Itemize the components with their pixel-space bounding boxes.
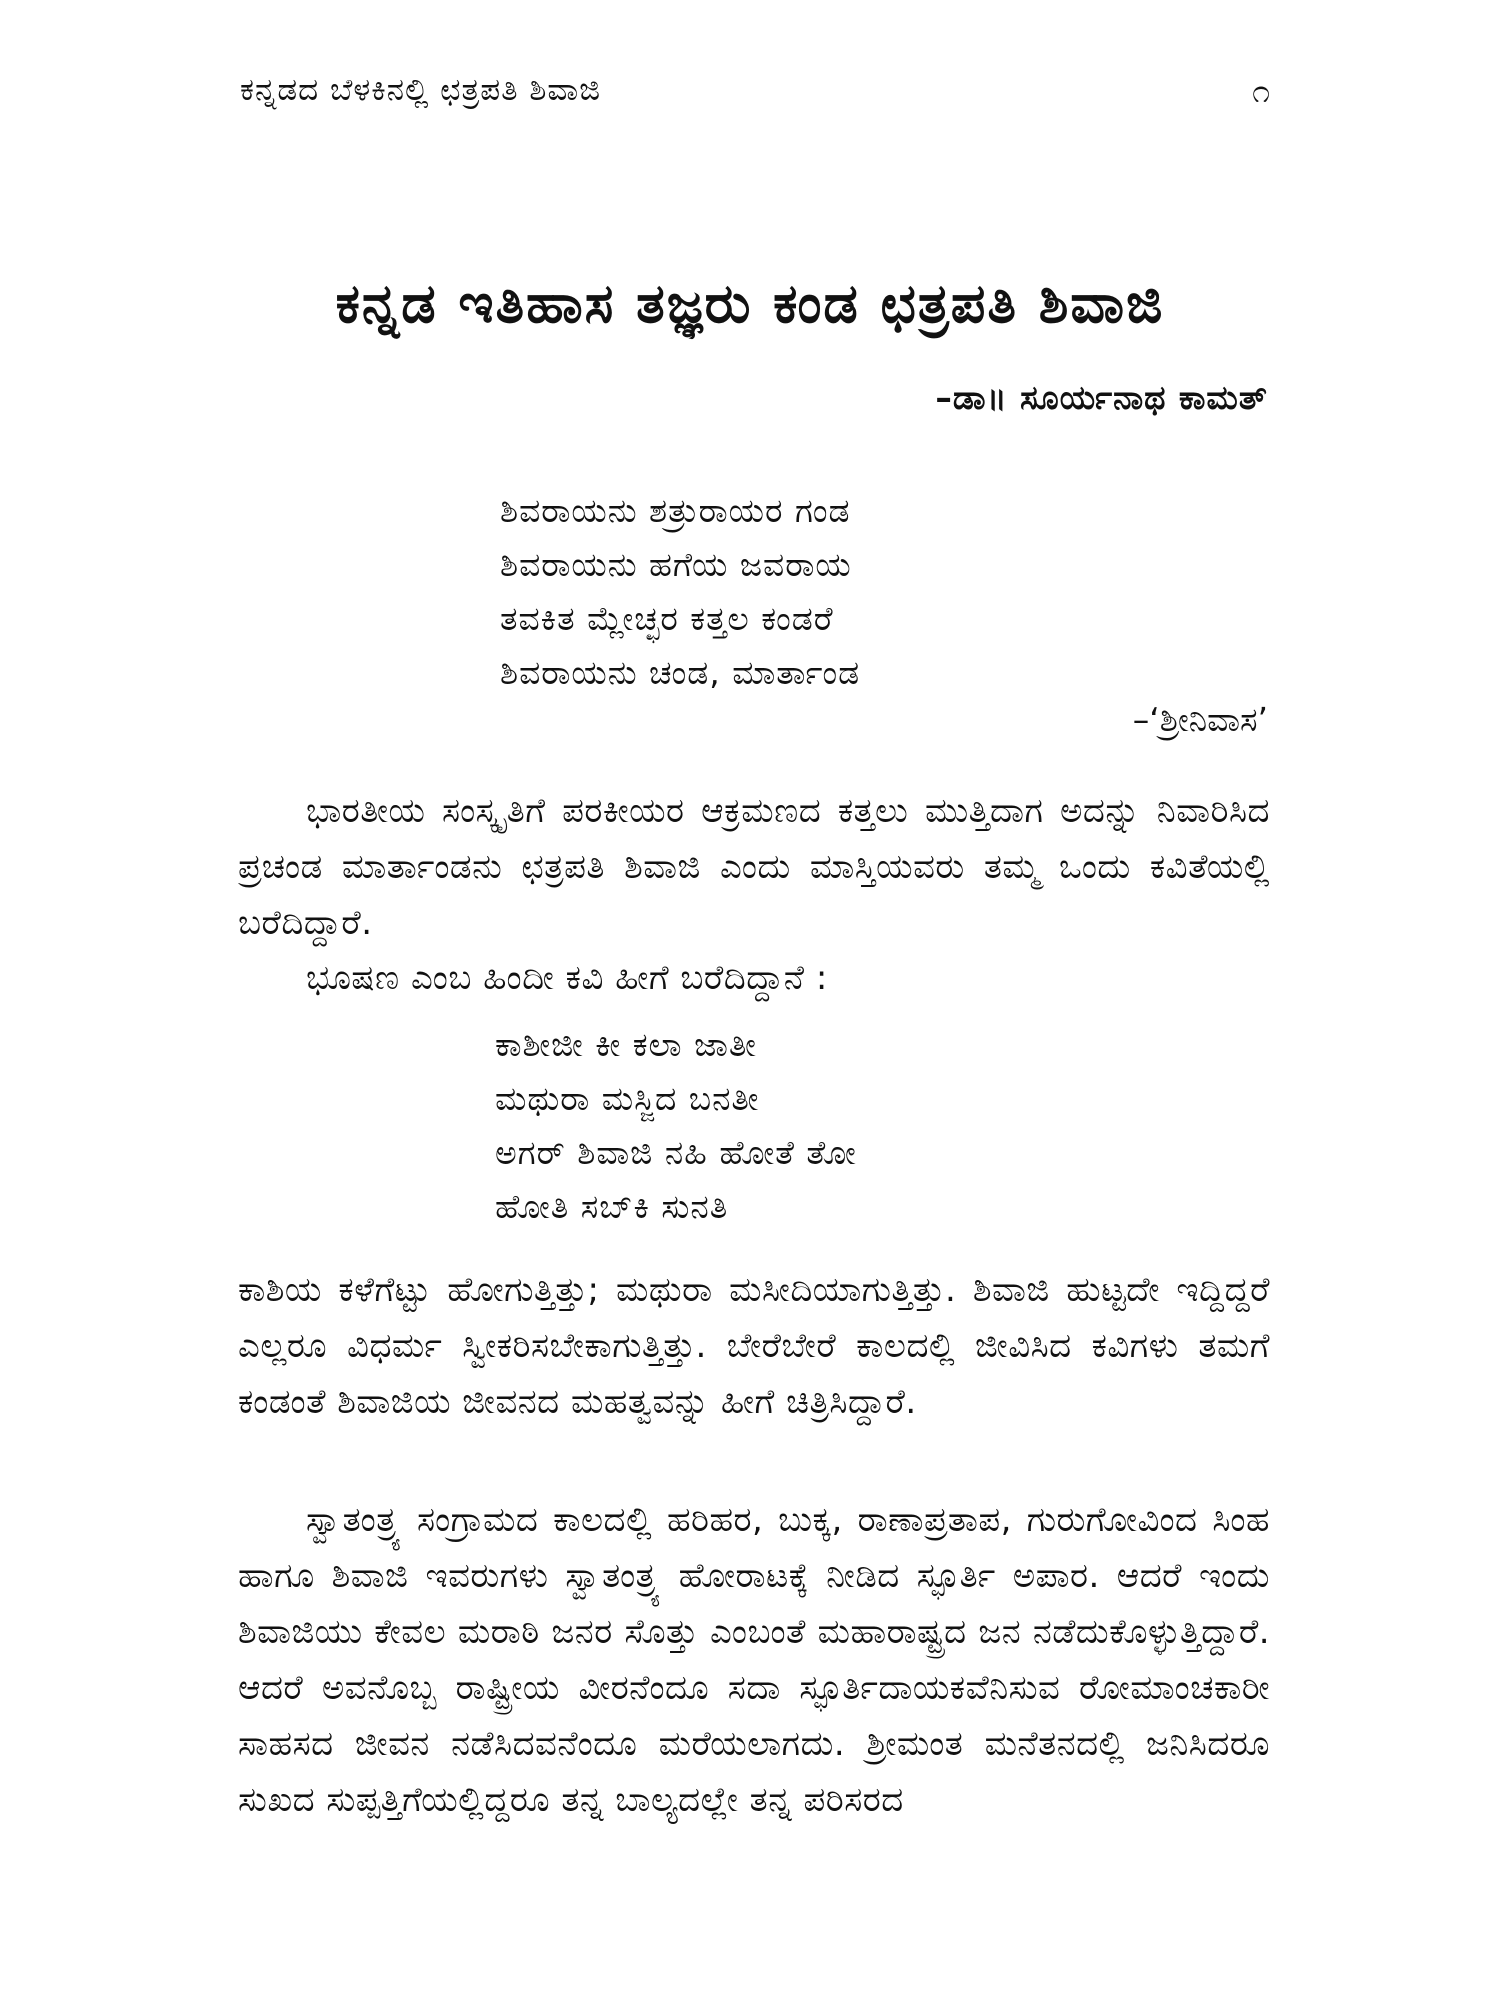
paragraph-bhushan-intro: ಭೂಷಣ ಎಂಬ ಹಿಂದೀ ಕವಿ ಹೀಗೆ ಬರೆದಿದ್ದಾನೆ :: [306, 958, 828, 998]
article-title: ಕನ್ನಡ ಇತಿಹಾಸ ತಜ್ಞರು ಕಂಡ ಛತ್ರಪತಿ ಶಿವಾಜಿ: [335, 272, 1165, 335]
verse-line: ಹೋತಿ ಸಬ್‌ಕಿ ಸುನತಿ: [495, 1187, 729, 1226]
running-title: ಕನ್ನಡದ ಬೆಳಕಿನಲ್ಲಿ ಛತ್ರಪತಿ ಶಿವಾಜಿ: [240, 72, 602, 108]
verse-line: ಮಥುರಾ ಮಸ್ಜಿದ ಬನತೀ: [495, 1079, 760, 1118]
paragraph-kashi: ಕಾಶಿಯ ಕಳೆಗೆಟ್ಟು ಹೋಗುತ್ತಿತ್ತು; ಮಥುರಾ ಮಸೀದಿಯಾಗುತ್ತಿತ್ತು. ಶಿವಾಜಿ ಹುಟ್ಟದೇ ಇದ್ದಿದ್ದರೆ ಎಲ್ಲರೂ ವಿಧರ್ಮ ಸ್ವೀಕರಿಸಬೇಕಾಗುತ್ತಿತ್ತು. ಬೇರೆಬೇರೆ ಕಾಲದಲ್ಲಿ ಜೀವಿಸಿದ ಕವಿಗಳು ತಮಗೆ ಕಂಡಂತೆ ಶಿವಾಜಿಯ ಜೀವನದ ಮಹತ್ವವನ್ನು ಹೀಗೆ ಚಿತ್ರಿಸಿದ್ದಾರೆ.: [238, 1270, 1270, 1422]
verse-line: ಶಿವರಾಯನು ಹಗೆಯ ಜವರಾಯ: [500, 545, 852, 584]
verse-line: ಶಿವರಾಯನು ಶತ್ರುರಾಯರ ಗಂಡ: [500, 491, 851, 530]
paragraph-masti: ಭಾರತೀಯ ಸಂಸ್ಕೃತಿಗೆ ಪರಕೀಯರ ಆಕ್ರಮಣದ ಕತ್ತಲು ಮುತ್ತಿದಾಗ ಅದನ್ನು ನಿವಾರಿಸಿದ ಪ್ರಚಂಡ ಮಾರ್ತಾಂಡನು ಛತ್ರಪತಿ ಶಿವಾಜಿ ಎಂದು ಮಾಸ್ತಿಯವರು ತಮ್ಮ ಒಂದು ಕವಿತೆಯಲ್ಲಿ ಬರೆದಿದ್ದಾರೆ.: [238, 791, 1270, 943]
verse-line: ಶಿವರಾಯನು ಚಂಡ, ಮಾರ್ತಾಂಡ: [500, 653, 861, 692]
verse-line: ತವಕಿತ ಮ್ಲೇಚ್ಛರ ಕತ್ತಲ ಕಂಡರೆ: [500, 599, 834, 638]
paragraph-freedom-struggle: ಸ್ವಾತಂತ್ರ್ಯ ಸಂಗ್ರಾಮದ ಕಾಲದಲ್ಲಿ ಹರಿಹರ, ಬುಕ್ಕ, ರಾಣಾಪ್ರತಾಪ, ಗುರುಗೋವಿಂದ ಸಿಂಹ ಹಾಗೂ ಶಿವಾಜಿ ಇವರುಗಳು ಸ್ವಾತಂತ್ರ್ಯ ಹೋರಾಟಕ್ಕೆ ನೀಡಿದ ಸ್ಫೂರ್ತಿ ಅಪಾರ. ಆದರೆ ಇಂದು ಶಿವಾಜಿಯು ಕೇವಲ ಮರಾಠಿ ಜನರ ಸೊತ್ತು ಎಂಬಂತೆ ಮಹಾರಾಷ್ಟ್ರದ ಜನ ನಡೆದುಕೊಳ್ಳುತ್ತಿದ್ದಾರೆ. ಆದರೆ ಅವನೊಬ್ಬ ರಾಷ್ಟ್ರೀಯ ವೀರನೆಂದೂ ಸದಾ ಸ್ಫೂರ್ತಿದಾಯಕವೆನಿಸುವ ರೋಮಾಂಚಕಾರೀ ಸಾಹಸದ ಜೀವನ ನಡೆಸಿದವನೆಂದೂ ಮರೆಯಲಾಗದು. ಶ್ರೀಮಂತ ಮನೆತನದಲ್ಲಿ ಜನಿಸಿದರೂ ಸುಖದ ಸುಪ್ಪತ್ತಿಗೆಯಲ್ಲಿದ್ದರೂ ತನ್ನ ಬಾಲ್ಯದಲ್ಲೇ ತನ್ನ ಪರಿಸರದ: [238, 1500, 1270, 1820]
verse-line: ಕಾಶೀಜೀ ಕೀ ಕಲಾ ಜಾತೀ: [495, 1025, 757, 1064]
running-header: [240, 72, 1270, 122]
opening-verse: [500, 484, 860, 700]
verse-line: ಅಗರ್ ಶಿವಾಜಿ ನಹಿ ಹೋತೆ ತೋ: [495, 1133, 857, 1172]
page-number: ೧: [1252, 72, 1270, 110]
verse-attribution: –‘ಶ್ರೀನಿವಾಸ’: [1132, 700, 1268, 739]
author-byline: –ಡಾ॥ ಸೂರ್ಯನಾಥ ಕಾಮತ್: [935, 378, 1268, 417]
hindi-verse: [495, 1018, 857, 1234]
